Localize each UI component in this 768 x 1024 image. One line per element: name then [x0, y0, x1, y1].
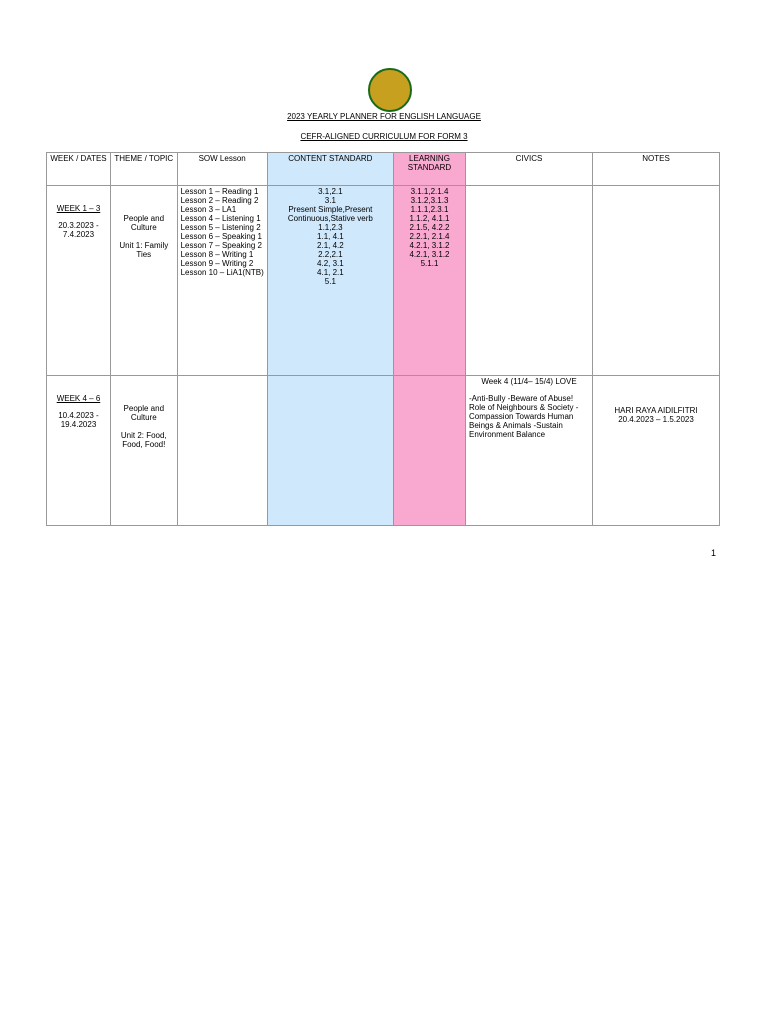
lesson-row: Present Simple,Present Continuous,Stative verb	[287, 205, 373, 223]
lesson-row: 5.1.1	[420, 259, 439, 268]
lesson-row: 1.1.2, 4.1.1	[409, 214, 450, 223]
civics-cell	[466, 186, 593, 376]
planner-table	[46, 152, 720, 526]
unit: Unit 1: Family Ties	[119, 241, 169, 259]
lesson-row: 3.1.2,3.1.3	[410, 196, 449, 205]
lesson-cell	[177, 186, 267, 376]
header-notes: NOTES	[593, 153, 720, 186]
lesson-row: 2.2.1, 2.1.4	[409, 232, 450, 241]
civics-list: -Anti-Bully -Beware of Abuse! Role of Neighbours & Society -Compassion Towards Human Beings & Animals -Sustain Environment Balance	[469, 394, 579, 439]
week-dates: 20.3.2023 - 7.4.2023	[58, 221, 99, 239]
lesson-row: Lesson 10 – LiA1(NTB)	[180, 268, 264, 277]
unit: Unit 2: Food, Food, Food!	[120, 431, 167, 449]
learning-cell	[393, 376, 465, 526]
header-week: WEEK / DATES	[47, 153, 111, 186]
lesson-row: 1.1.1,2.3.1	[410, 205, 449, 214]
lesson-row: 4.2.1, 3.1.2	[409, 241, 450, 250]
lesson-row: Lesson 6 – Speaking 1	[180, 232, 262, 241]
header-content: CONTENT STANDARD	[267, 153, 393, 186]
header-civics: CIVICS	[466, 153, 593, 186]
lesson-row: 2.1.5, 4.2.2	[409, 223, 450, 232]
header-theme: THEME / TOPIC	[110, 153, 177, 186]
week-label: WEEK 4 – 6	[56, 394, 101, 403]
lesson-row: Lesson 7 – Speaking 2	[180, 241, 262, 250]
lesson-row: Lesson 8 – Writing 1	[180, 250, 254, 259]
lesson-row: Lesson 3 – LA1	[180, 205, 237, 214]
lesson-row: 5.1	[324, 277, 336, 286]
lesson-row: 1.1,2.3	[318, 223, 343, 232]
lesson-row: 3.1,2.1	[318, 187, 343, 196]
lesson-row: 4.2, 3.1	[317, 259, 344, 268]
school-logo	[368, 68, 412, 112]
civics-cell	[466, 376, 593, 526]
week-cell	[47, 186, 111, 376]
lesson-row: Lesson 9 – Writing 2	[180, 259, 254, 268]
notes-cell	[593, 186, 720, 376]
planner-subtitle: CEFR-ALIGNED CURRICULUM FOR FORM 3	[300, 132, 468, 141]
lesson-row: 4.2.1, 3.1.2	[409, 250, 450, 259]
lesson-row: Lesson 1 – Reading 1	[180, 187, 259, 196]
lesson-row: 1.1, 4.1	[317, 232, 344, 241]
week-dates: 10.4.2023 - 19.4.2023	[58, 411, 99, 429]
theme: People and Culture	[123, 214, 165, 232]
lesson-row: 3.1.1,2.1.4	[410, 187, 449, 196]
content-cell	[267, 186, 393, 376]
content-cell	[267, 376, 393, 526]
theme-cell	[110, 186, 177, 376]
lesson-row: 3.1	[324, 196, 336, 205]
header-sow: SOW Lesson	[177, 153, 267, 186]
lesson-cell	[177, 376, 267, 526]
learning-cell	[393, 186, 465, 376]
page-number: 1	[710, 548, 716, 558]
planner-title: 2023 YEARLY PLANNER FOR ENGLISH LANGUAGE	[287, 112, 481, 121]
lesson-row: Lesson 5 – Listening 2	[180, 223, 261, 232]
lesson-row: 4.1, 2.1	[317, 268, 344, 277]
lesson-row: 2.1, 4.2	[317, 241, 344, 250]
week-cell	[47, 376, 111, 526]
theme-cell	[110, 376, 177, 526]
lesson-row: Lesson 2 – Reading 2	[180, 196, 259, 205]
lesson-row: Lesson 4 – Listening 1	[180, 214, 261, 223]
civics-week: Week 4 (11/4– 15/4) LOVE	[481, 377, 577, 386]
header-learning: LEARNING STANDARD	[393, 153, 465, 186]
notes-cell: HARI RAYA AIDILFITRI 20.4.2023 – 1.5.2023	[593, 376, 720, 526]
theme: People and Culture	[123, 404, 165, 422]
lesson-row: 2.2,2.1	[318, 250, 343, 259]
week-label: WEEK 1 – 3	[56, 204, 101, 213]
